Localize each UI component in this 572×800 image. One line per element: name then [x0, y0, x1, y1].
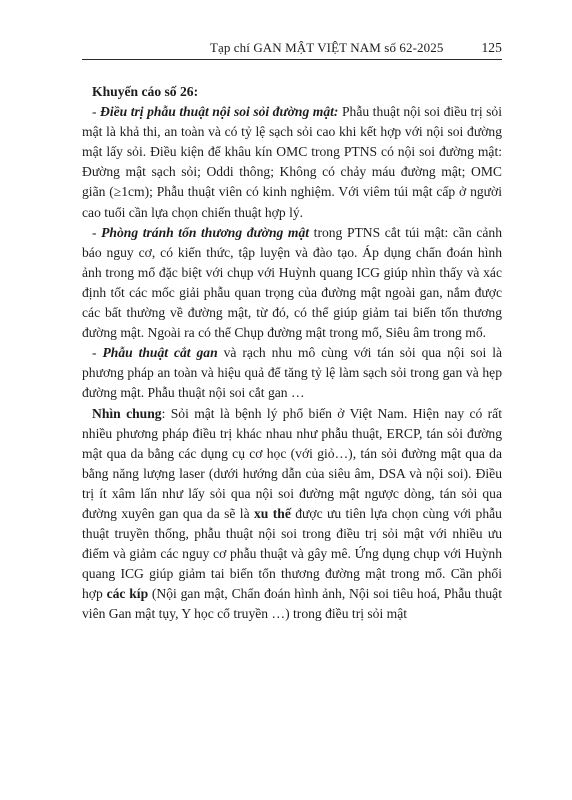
conclusion-paragraph — [82, 404, 502, 625]
conclusion-text: được ưu tiên lựa chọn cùng với phẫu thuật truyền thống, phẫu thuật nội soi trong điều trị sỏi mật với nhiều ưu điểm và giảm các nguy cơ phẫu thuật và gây mê. Ứng dụng chụp với Huỳnh quang ICG giúp giảm tai biến tổn thương đường mật trong mổ. Cần phối hợp — [82, 505, 502, 602]
item-prefix: - — [92, 224, 102, 240]
item-prefix: - — [92, 345, 103, 361]
body-text — [82, 82, 502, 625]
item-label: Điều trị phẫu thuật nội soi sỏi đường mật: — [100, 104, 339, 120]
page-number: 125 — [481, 40, 502, 55]
conclusion-emphasis: các kíp — [106, 586, 149, 602]
item-text: Phẫu thuật nội soi điều trị sỏi mật là khả thi, an toàn và có tỷ lệ sạch sỏi cao khi kết hợp với nội soi đường mật lấy sỏi. Điều kiện để khâu kín OMC trong PTNS có nội soi đường mật: Đường mật sạch sỏi; Oddi thông; Không có chảy máu đường mật; OMC giãn (≥1cm); Phẫu thuật viên có kinh nghiệm. Với viêm túi mật cấp ở người cao tuổi cần lựa chọn chiến thuật hợp lý. — [82, 104, 502, 220]
recommendation-item-liver-resection — [82, 343, 502, 403]
page — [82, 40, 502, 625]
recommendation-item-bile-duct-injury — [82, 223, 502, 344]
item-prefix: - — [92, 104, 101, 120]
recommendation-item-surgery-endoscopy — [82, 102, 502, 223]
conclusion-text: (Nội gan mật, Chẩn đoán hình ảnh, Nội soi tiêu hoá, Phẫu thuật viên Gan mật tụy, Y học cổ truyền …) trong điều trị sỏi mật — [82, 586, 502, 622]
running-header — [82, 40, 502, 60]
item-text: trong PTNS cắt túi mật: cần cảnh báo nguy cơ, có kiến thức, tập luyện và đào tạo. Áp dụng chẩn đoán hình ảnh trong mổ đặc biệt với chụp với Huỳnh quang ICG giúp nhìn thấy và xác định tốt các mốc giải phẫu quan trọng của đường mật ngoài gan, nắm được các bất thường về đường mật, từ đó, có thể giúp giảm tai biến tổn thương đường mật. Ngoài ra có thể Chụp đường mật trong mổ, Siêu âm trong mổ. — [82, 224, 502, 341]
item-label: Phẫu thuật cắt gan — [102, 345, 218, 361]
conclusion-text: : Sỏi mật là bệnh lý phổ biến ở Việt Nam. Hiện nay có rất nhiều phương pháp điều trị khác nhau như phẫu thuật, ERCP, tán sỏi đường mật qua da bằng các dụng cụ cơ học (với giỏ…), tán sỏi đường mật qua da bằng năng lượng laser (dưới hướng dẫn của siêu âm, DSA và nội soi). Điều trị ít xâm lấn như lấy sỏi qua nội soi đường mật ngược dòng, tán sỏi qua đường xuyên gan qua da sẽ là — [82, 405, 502, 521]
journal-title: Tạp chí GAN MẬT VIỆT NAM số 62-2025 — [209, 40, 444, 55]
conclusion-label: Nhìn chung — [92, 405, 162, 421]
item-text: và rạch nhu mô cùng với tán sỏi qua nội soi là phương pháp an toàn và hiệu quả để tăng tỷ lệ làm sạch sỏi trong gan và hẹp đường mật. Phẫu thuật nội soi cắt gan … — [82, 345, 502, 401]
recommendation-heading: Khuyến cáo số 26: — [92, 84, 199, 99]
item-label: Phòng tránh tổn thương đường mật — [101, 224, 310, 240]
conclusion-emphasis: xu thế — [254, 505, 291, 521]
